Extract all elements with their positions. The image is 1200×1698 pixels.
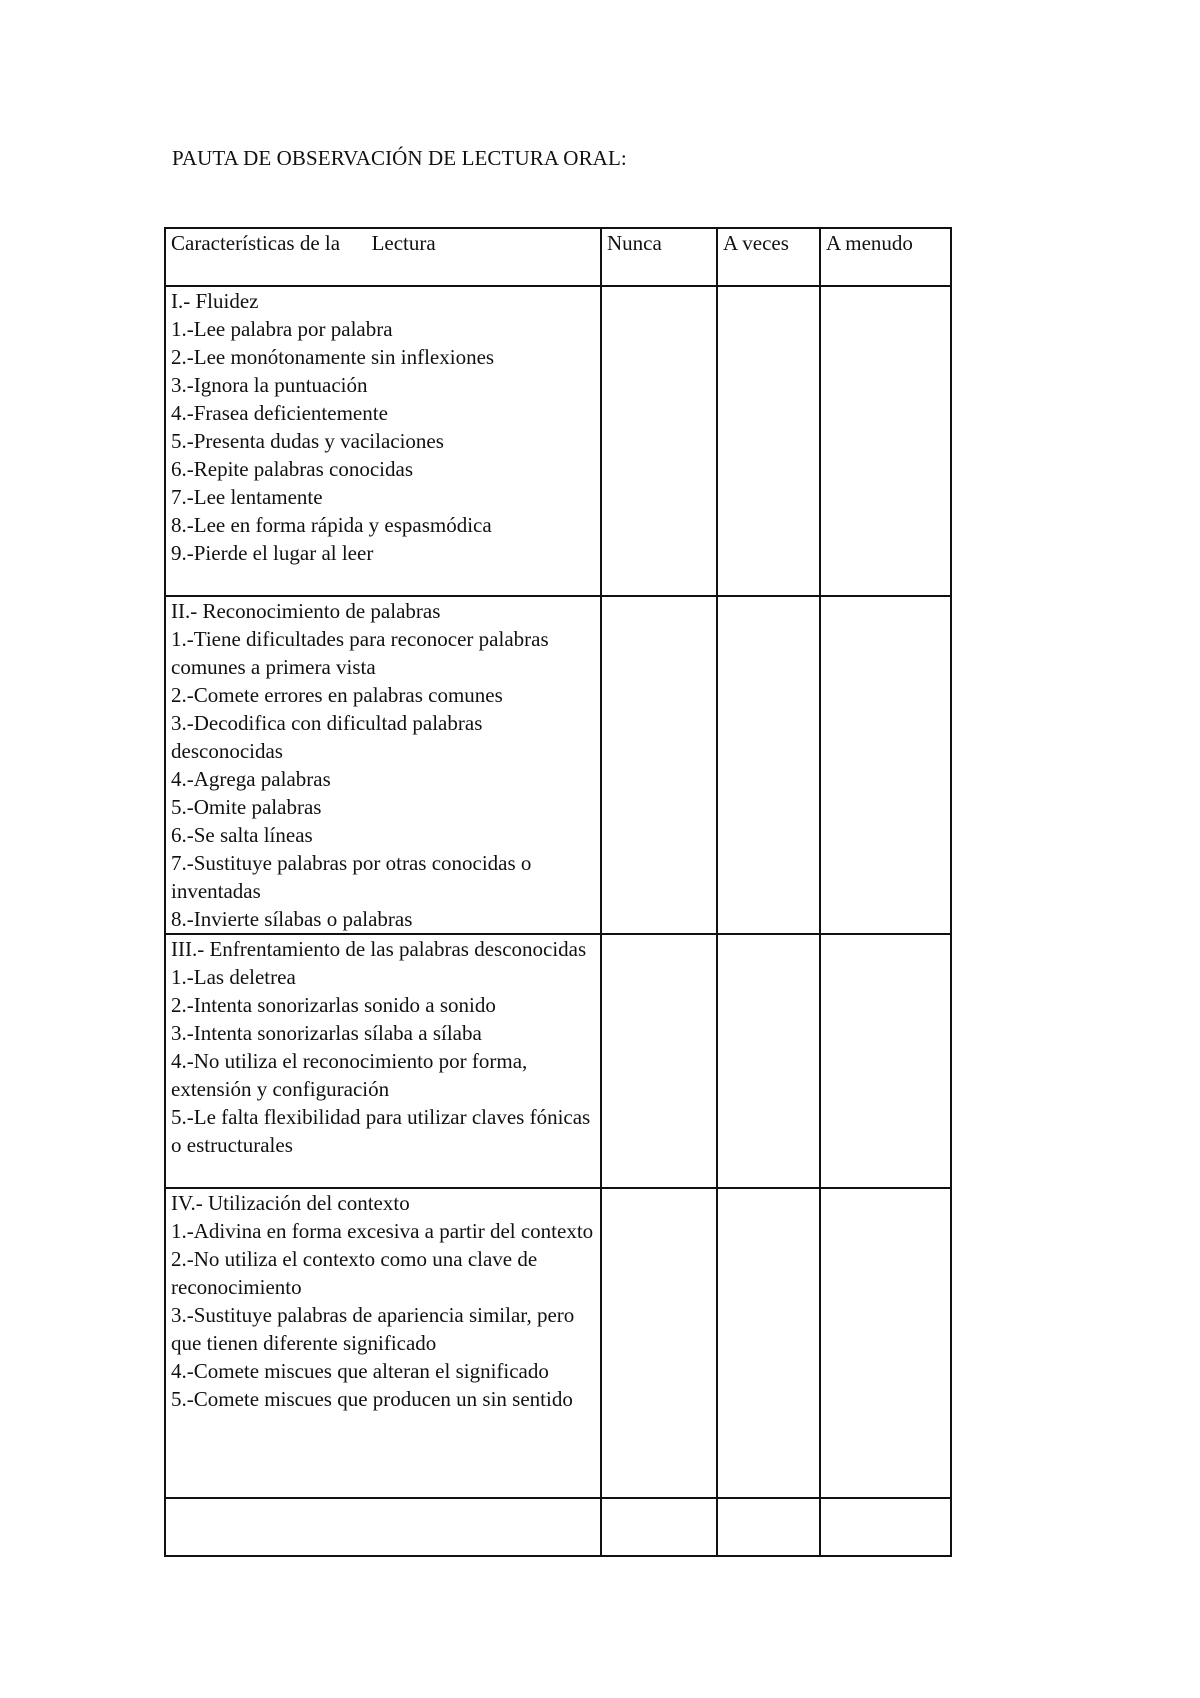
section-item: 8.-Invierte sílabas o palabras: [171, 907, 413, 931]
section-row-contexto: [165, 1188, 951, 1498]
section-item: 7.-Lee lentamente: [171, 485, 323, 509]
empty-row: [165, 1498, 951, 1556]
section-item: 2.-Lee monótonamente sin inflexiones: [171, 345, 495, 369]
section-item: 6.-Repite palabras conocidas: [171, 457, 413, 481]
header-nunca: Nunca: [601, 228, 717, 286]
section-item: 8.-Lee en forma rápida y espasmódica: [171, 513, 492, 537]
check-cell-a-veces[interactable]: [717, 286, 820, 596]
section-item: 4.-Agrega palabras: [171, 767, 331, 791]
section-title: IV.- Utilización del contexto: [171, 1191, 410, 1215]
section-row-reconocimiento: [165, 596, 951, 934]
section-item: 9.-Pierde el lugar al leer: [171, 541, 374, 565]
section-item: 5.-Presenta dudas y vacilaciones: [171, 429, 444, 453]
check-cell-nunca[interactable]: [601, 1188, 717, 1498]
header-a-menudo: A menudo: [820, 228, 951, 286]
header-characteristics: Características de la Lectura: [165, 228, 601, 286]
section-item: 1.-Adivina en forma excesiva a partir del contexto: [171, 1219, 594, 1243]
section-cell: [165, 934, 601, 1188]
section-item: 4.-Comete miscues que alteran el significado: [171, 1359, 549, 1383]
section-item: 4.-No utiliza el reconocimiento por forma, extensión y configuración: [171, 1049, 528, 1101]
check-cell-a-menudo[interactable]: [820, 1188, 951, 1498]
section-cell: [165, 596, 601, 934]
section-item: 3.-Sustituye palabras de apariencia similar, pero que tienen diferente significado: [171, 1303, 575, 1355]
section-item: 5.-Omite palabras: [171, 795, 322, 819]
check-cell-a-veces[interactable]: [717, 1188, 820, 1498]
section-item: 7.-Sustituye palabras por otras conocidas o inventadas: [171, 851, 532, 903]
section-item: 3.-Ignora la puntuación: [171, 373, 368, 397]
section-item: 3.-Decodifica con dificultad palabras desconocidas: [171, 711, 483, 763]
section-item: 5.-Comete miscues que producen un sin sentido: [171, 1387, 573, 1411]
section-item: 2.-No utiliza el contexto como una clave de reconocimiento: [171, 1247, 538, 1299]
empty-cell[interactable]: [165, 1498, 601, 1556]
check-cell-a-veces[interactable]: [717, 596, 820, 934]
section-row-fluidez: [165, 286, 951, 596]
section-cell: [165, 286, 601, 596]
header-row: [165, 228, 951, 286]
section-cell: [165, 1188, 601, 1498]
section-title: III.- Enfrentamiento de las palabras desconocidas: [171, 937, 587, 961]
section-item: 5.-Le falta flexibilidad para utilizar claves fónicas o estructurales: [171, 1105, 591, 1157]
section-item: 4.-Frasea deficientemente: [171, 401, 388, 425]
section-item: 1.-Tiene dificultades para reconocer palabras comunes a primera vista: [171, 627, 549, 679]
section-row-enfrentamiento: [165, 934, 951, 1188]
empty-cell[interactable]: [601, 1498, 717, 1556]
check-cell-a-menudo[interactable]: [820, 286, 951, 596]
section-title: II.- Reconocimiento de palabras: [171, 599, 441, 623]
empty-cell[interactable]: [820, 1498, 951, 1556]
check-cell-nunca[interactable]: [601, 934, 717, 1188]
section-item: 3.-Intenta sonorizarlas sílaba a sílaba: [171, 1021, 482, 1045]
section-item: 1.-Las deletrea: [171, 965, 296, 989]
observation-table: [164, 227, 952, 1557]
empty-cell[interactable]: [717, 1498, 820, 1556]
header-a-veces: A veces: [717, 228, 820, 286]
check-cell-a-menudo[interactable]: [820, 934, 951, 1188]
section-item: 2.-Intenta sonorizarlas sonido a sonido: [171, 993, 496, 1017]
document-title: PAUTA DE OBSERVACIÓN DE LECTURA ORAL:: [172, 146, 627, 170]
section-item: 2.-Comete errores en palabras comunes: [171, 683, 503, 707]
check-cell-nunca[interactable]: [601, 286, 717, 596]
section-title: I.- Fluidez: [171, 289, 259, 313]
check-cell-a-veces[interactable]: [717, 934, 820, 1188]
check-cell-nunca[interactable]: [601, 596, 717, 934]
check-cell-a-menudo[interactable]: [820, 596, 951, 934]
section-item: 1.-Lee palabra por palabra: [171, 317, 393, 341]
section-item: 6.-Se salta líneas: [171, 823, 313, 847]
